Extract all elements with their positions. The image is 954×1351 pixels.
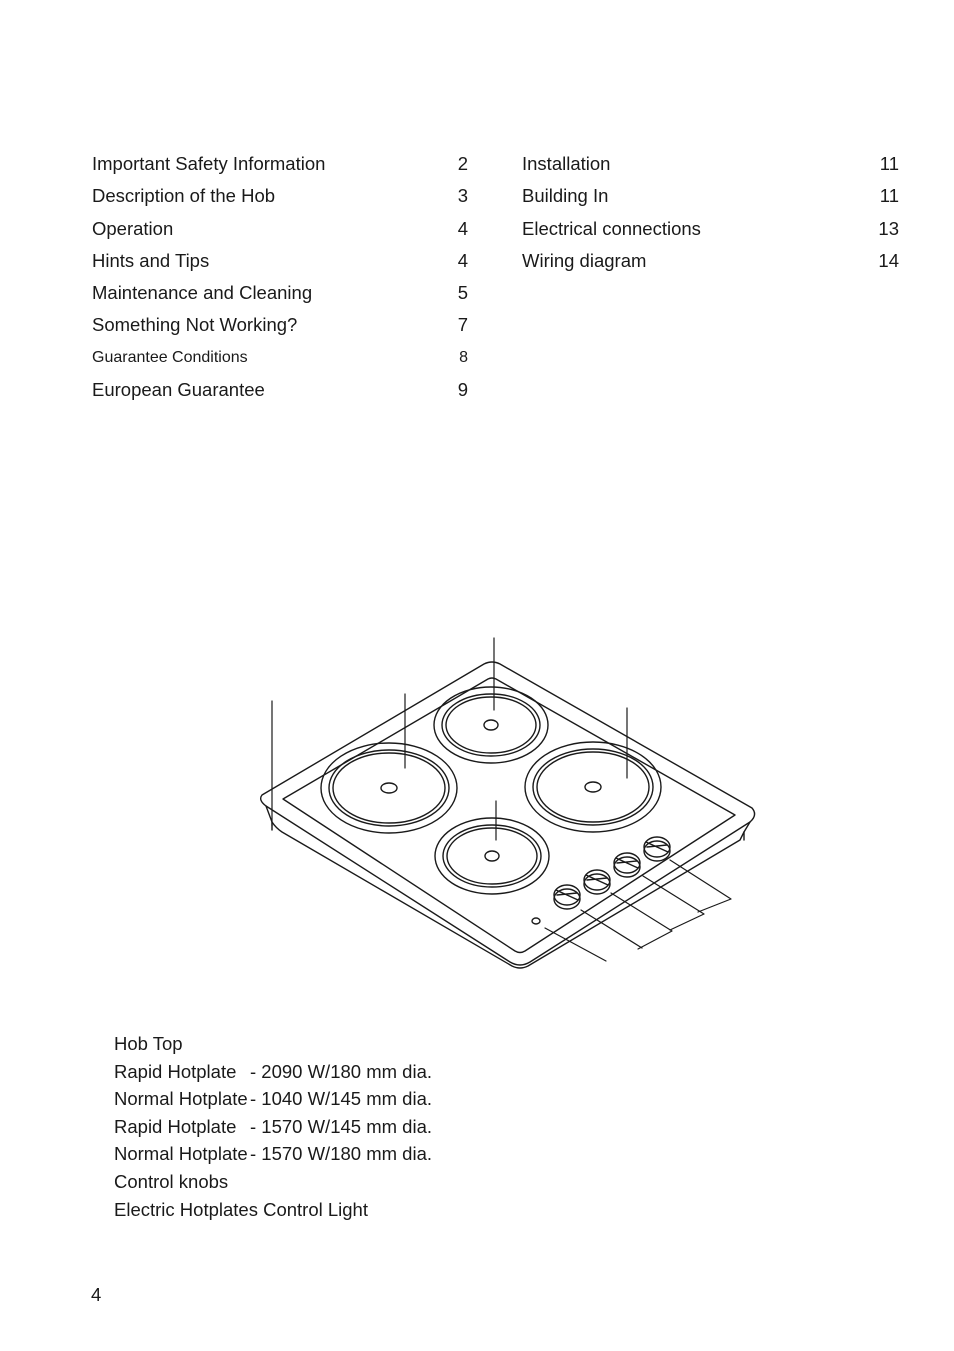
legend-item-name: Control knobs bbox=[114, 1170, 229, 1192]
hotplate-left bbox=[321, 743, 457, 833]
toc-entry-label: Description of the Hob bbox=[92, 185, 276, 207]
legend-item-name: Normal Hotplate bbox=[114, 1143, 248, 1165]
legend-item-name: Rapid Hotplate bbox=[114, 1060, 237, 1082]
legend-item-spec: - 1040 W/145 mm dia. bbox=[250, 1088, 432, 1110]
legend-item bbox=[114, 1030, 432, 1058]
toc-entry-page: 2 bbox=[457, 153, 468, 174]
control-knobs bbox=[554, 837, 670, 909]
toc-entry-page: 11 bbox=[879, 153, 899, 174]
toc-entry-label: Operation bbox=[92, 217, 174, 239]
toc-entry-page: 7 bbox=[457, 314, 468, 336]
toc-entry-page: 11 bbox=[879, 185, 899, 207]
toc-entry-label: Hints and Tips bbox=[92, 249, 210, 271]
toc-entry[interactable] bbox=[522, 215, 899, 247]
legend-item bbox=[114, 1168, 432, 1196]
legend-item bbox=[114, 1140, 432, 1168]
toc-entry[interactable] bbox=[92, 279, 468, 311]
legend-item-name: Normal Hotplate bbox=[114, 1088, 248, 1110]
toc-entry[interactable] bbox=[92, 215, 468, 247]
toc-entry-label: Important Safety Information bbox=[92, 153, 326, 174]
toc-entry[interactable] bbox=[92, 344, 468, 376]
hotplate-rear bbox=[434, 687, 548, 763]
toc-entry-page: 14 bbox=[878, 249, 899, 271]
legend-item bbox=[114, 1085, 432, 1113]
toc-entry-label: European Guarantee bbox=[92, 379, 265, 401]
component-legend bbox=[114, 1030, 432, 1223]
toc-entry-page: 8 bbox=[459, 348, 468, 366]
toc-right-column bbox=[522, 150, 899, 279]
legend-item bbox=[114, 1113, 432, 1141]
control-knob[interactable] bbox=[584, 870, 610, 894]
toc-entry-label: Electrical connections bbox=[522, 217, 701, 239]
page-number: 4 bbox=[91, 1284, 102, 1305]
toc-entry-label: Installation bbox=[522, 153, 611, 174]
legend-item-name: Electric Hotplates Control Light bbox=[114, 1198, 368, 1220]
legend-item-name: Hob Top bbox=[114, 1033, 183, 1054]
legend-item-name: Rapid Hotplate bbox=[114, 1115, 237, 1137]
hotplate-front bbox=[435, 818, 549, 894]
toc-entry[interactable] bbox=[92, 376, 468, 408]
legend-item-spec: - 1570 W/145 mm dia. bbox=[250, 1115, 432, 1137]
control-knob[interactable] bbox=[644, 837, 670, 861]
toc-entry-page: 9 bbox=[457, 379, 468, 401]
toc-entry[interactable] bbox=[522, 182, 899, 214]
toc-entry[interactable] bbox=[92, 247, 468, 279]
toc-entry-page: 13 bbox=[878, 217, 899, 239]
leader-lines bbox=[272, 638, 731, 961]
control-knob[interactable] bbox=[614, 853, 640, 877]
toc-entry[interactable] bbox=[522, 247, 899, 279]
toc-entry-page: 4 bbox=[457, 249, 468, 271]
toc-entry-page: 3 bbox=[457, 185, 468, 207]
toc-entry-label: Building In bbox=[522, 185, 609, 207]
toc-entry[interactable] bbox=[92, 182, 468, 214]
toc-entry-label: Wiring diagram bbox=[522, 249, 647, 271]
control-knob[interactable] bbox=[554, 885, 580, 909]
legend-item bbox=[114, 1058, 432, 1086]
toc-entry-label: Something Not Working? bbox=[92, 314, 298, 336]
toc-entry[interactable] bbox=[92, 311, 468, 343]
toc-entry-page: 5 bbox=[457, 282, 468, 304]
legend-item-spec: - 1570 W/180 mm dia. bbox=[250, 1143, 432, 1165]
toc-left-column bbox=[92, 150, 468, 408]
toc-entry-label: Guarantee Conditions bbox=[92, 348, 248, 366]
hotplate-right bbox=[525, 742, 661, 832]
toc-entry[interactable] bbox=[92, 150, 468, 182]
legend-item-spec: - 2090 W/180 mm dia. bbox=[250, 1060, 432, 1082]
legend-item bbox=[114, 1196, 432, 1224]
toc-entry[interactable] bbox=[522, 150, 899, 182]
toc-entry-page: 4 bbox=[457, 217, 468, 239]
control-light bbox=[532, 918, 540, 924]
toc-entry-label: Maintenance and Cleaning bbox=[92, 282, 313, 304]
hob-diagram bbox=[250, 630, 770, 970]
